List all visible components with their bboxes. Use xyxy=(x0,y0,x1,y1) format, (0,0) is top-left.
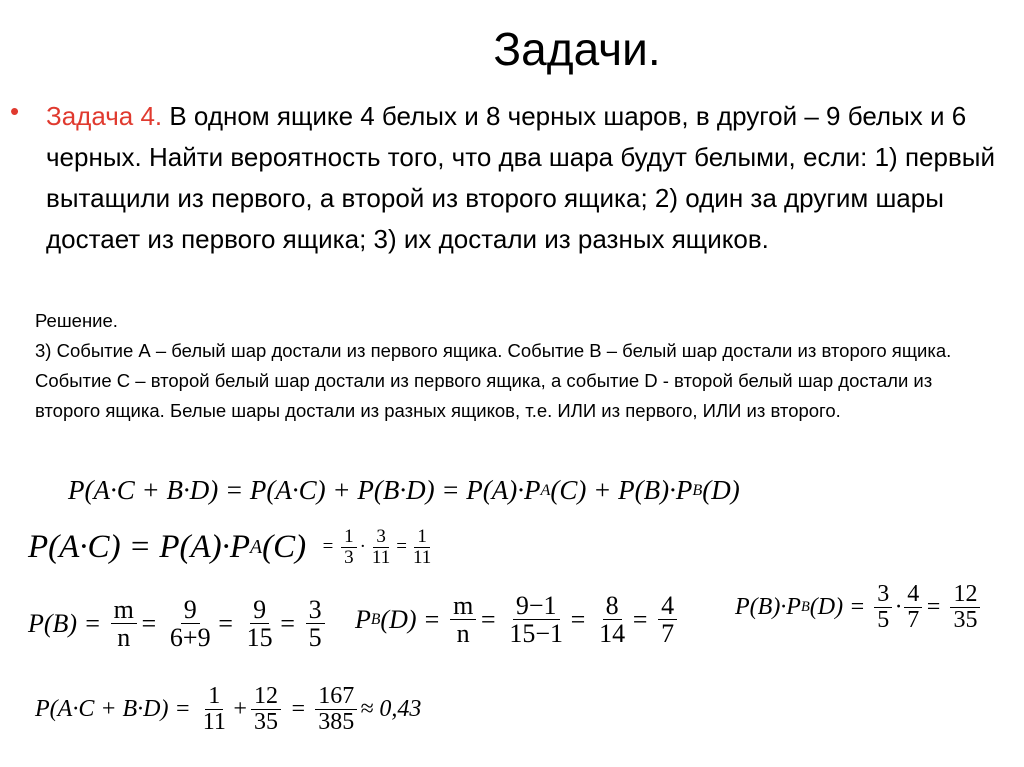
fraction-numerator: 9 xyxy=(181,596,200,624)
fraction-denominator: 11 xyxy=(371,546,391,568)
formula-text: = xyxy=(278,608,303,638)
fraction xyxy=(506,592,566,648)
fraction-numerator: 1 xyxy=(341,527,357,548)
formula-text: P xyxy=(355,604,371,634)
fraction-numerator: 12 xyxy=(251,684,281,710)
formula-text: (D) = xyxy=(380,604,448,634)
fraction xyxy=(369,527,393,568)
formula-subscript: B xyxy=(692,481,703,499)
formula-p-b xyxy=(28,596,328,652)
fraction xyxy=(341,527,357,568)
fraction-numerator: m xyxy=(450,592,476,620)
formula-text: P(A·C + B·D) = P(A·C) + P(B·D) = P(A)·P xyxy=(68,475,541,505)
formula-text: · xyxy=(895,594,902,621)
fraction-numerator: 4 xyxy=(658,592,677,620)
bullet-icon: • xyxy=(10,96,20,126)
solution xyxy=(35,306,955,426)
fraction-denominator: 15−1 xyxy=(509,619,564,649)
fraction xyxy=(306,596,325,652)
fraction-denominator: 7 xyxy=(907,607,920,634)
fraction-numerator: 167 xyxy=(315,684,357,710)
solution-heading: Решение. xyxy=(35,310,118,331)
formula-p-bd xyxy=(735,582,983,633)
fraction xyxy=(251,684,281,735)
formula-result xyxy=(35,684,421,735)
fraction xyxy=(315,684,357,735)
formula-subscript: B xyxy=(800,599,810,616)
fraction xyxy=(904,582,922,633)
fraction xyxy=(596,592,628,648)
fraction xyxy=(200,684,229,735)
task-label: Задача 4. xyxy=(46,101,163,131)
fraction xyxy=(874,582,892,633)
fraction-denominator: n xyxy=(117,623,131,653)
task-statement xyxy=(46,96,1006,260)
fraction-numerator: 3 xyxy=(373,527,389,548)
formula-text: (D) xyxy=(702,475,740,505)
formula-text: P(B) = xyxy=(28,608,108,638)
fraction xyxy=(111,596,137,652)
fraction-numerator: 4 xyxy=(904,582,922,608)
fraction xyxy=(950,582,980,633)
formula-text: P(A·C) = P(A)·P xyxy=(28,528,251,565)
fraction-numerator: 3 xyxy=(306,596,325,624)
fraction-numerator: 1 xyxy=(414,527,430,548)
fraction xyxy=(167,596,214,652)
formula-text: P(A·C + B·D) = xyxy=(35,696,197,723)
fraction-numerator: 3 xyxy=(874,582,892,608)
formula-text: = xyxy=(925,594,948,621)
formula-text: · xyxy=(359,536,366,558)
fraction-numerator: 1 xyxy=(205,684,223,710)
fraction-denominator: 5 xyxy=(308,623,322,653)
fraction-numerator: 9−1 xyxy=(513,592,560,620)
formula-text: ≈ 0,43 xyxy=(360,696,422,723)
fraction-denominator: 35 xyxy=(254,709,279,736)
formula-subscript: B xyxy=(370,610,381,628)
fraction xyxy=(244,596,276,652)
formula-text: + xyxy=(231,696,249,723)
fraction xyxy=(450,592,476,648)
formula-pb-d xyxy=(355,592,680,648)
formula-text: = xyxy=(284,696,313,723)
fraction-denominator: 7 xyxy=(661,619,675,649)
formula-text: (C) + P(B)·P xyxy=(550,475,693,505)
formula-text: (D) = xyxy=(809,594,872,621)
formula-sum-rule xyxy=(68,475,740,506)
fraction-denominator: 15 xyxy=(246,623,273,653)
fraction xyxy=(410,527,434,568)
fraction-denominator: n xyxy=(456,619,470,649)
formula-text: = xyxy=(479,604,504,634)
fraction-denominator: 385 xyxy=(318,709,355,736)
solution-text: 3) Событие А – белый шар достали из первого ящика. Событие В – белый шар достали из второго ящика. Событие С – второй белый шар достали из первого ящика, а событие D - второй белый шар достали из второго ящика. Белые шары достали из разных ящиков, т.е. ИЛИ из первого, ИЛИ из второго. xyxy=(35,340,952,421)
fraction-denominator: 3 xyxy=(344,546,354,568)
formula-text: = xyxy=(322,536,339,558)
formula-evaluation xyxy=(323,527,438,568)
formula-text: = xyxy=(569,604,594,634)
fraction-numerator: m xyxy=(111,596,137,624)
slide-title: Задачи. xyxy=(493,23,661,75)
formula-text: = xyxy=(631,604,656,634)
fraction-denominator: 11 xyxy=(412,546,432,568)
fraction-denominator: 6+9 xyxy=(169,623,211,653)
fraction-numerator: 9 xyxy=(250,596,269,624)
formula-p-ac xyxy=(28,527,437,568)
fraction-denominator: 11 xyxy=(202,709,226,736)
formula-text: P(B)·P xyxy=(735,594,801,621)
fraction xyxy=(658,592,677,648)
formula-subscript: A xyxy=(540,481,551,499)
fraction-denominator: 14 xyxy=(599,619,626,649)
fraction-numerator: 12 xyxy=(950,582,980,608)
fraction-denominator: 5 xyxy=(877,607,890,634)
formula-text: (C) xyxy=(262,528,323,565)
fraction-numerator: 8 xyxy=(603,592,622,620)
task-text: В одном ящике 4 белых и 8 черных шаров, в другой – 9 белых и 6 черных. Найти вероятность того, что два шара будут белыми, если: 1) первый вытащили из первого, а второй из второго ящика; 2) один за другим шары достает из первого ящика; 3) их достали из разных ящиков. xyxy=(46,101,995,254)
formula-text: = xyxy=(139,608,164,638)
formula-text: = xyxy=(216,608,241,638)
formula-text: = xyxy=(396,536,407,558)
fraction-denominator: 35 xyxy=(953,607,978,634)
formula-subscript: A xyxy=(250,535,263,558)
